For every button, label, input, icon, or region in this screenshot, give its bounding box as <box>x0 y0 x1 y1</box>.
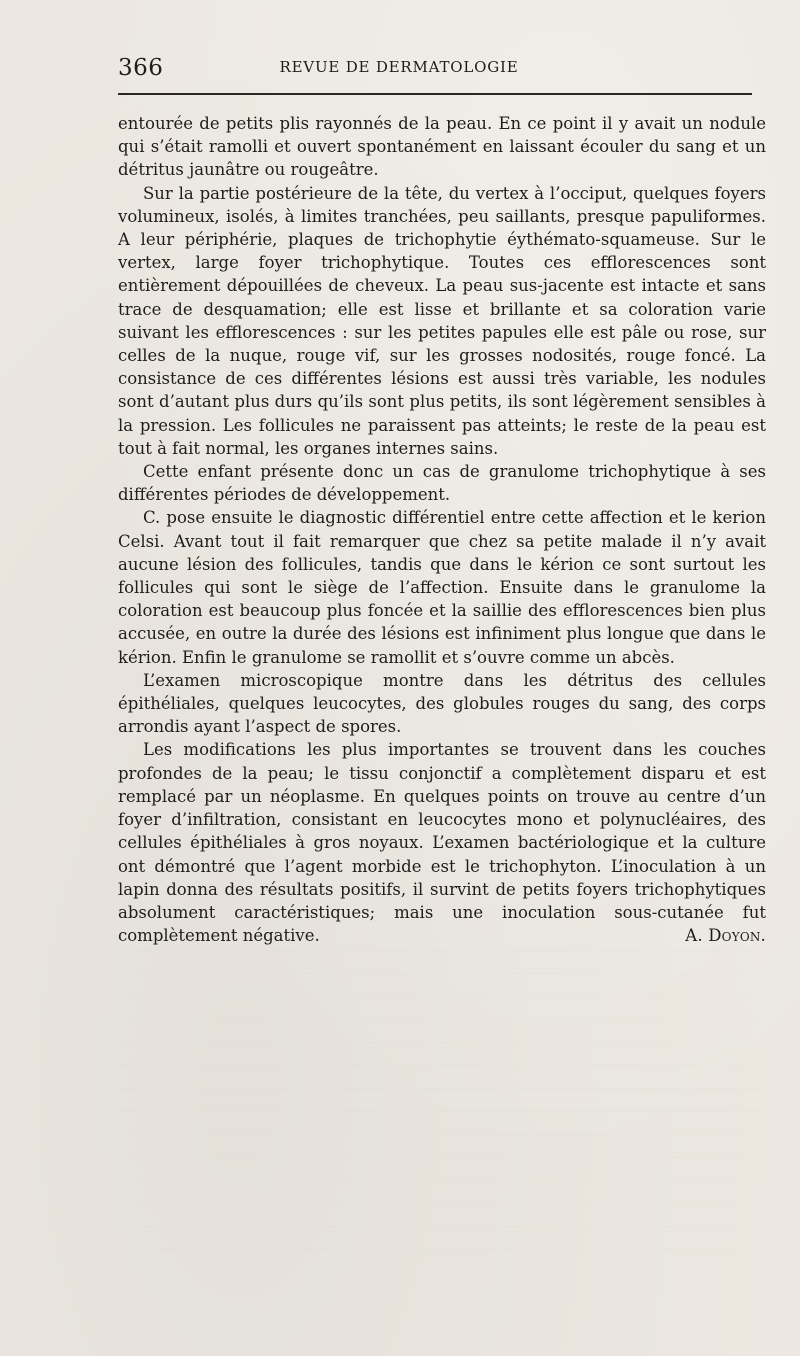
paragraph-5: L’examen microscopique montre dans les détritus des cellules épithéliales, quelques leucocytes, des globules rouges du sang, des corps arrondis ayant l’aspect de spores. <box>118 670 766 737</box>
header-rule <box>118 93 752 95</box>
running-title: REVUE DE DERMATOLOGIE <box>279 58 519 76</box>
paragraph-2: Sur la partie postérieure de la tête, du vertex à l’occiput, quelques foyers volumineux, isolés, à limites tranchées, peu saillants, presque papuliformes. A leur périphérie, plaques de trichophytie éythémato-squameuse. Sur le vertex, large foyer trichophytique. Toutes ces efflorescences sont entièrement dépouillées de cheveux. La peau sus-jacente est intacte et sans trace de desquamation; elle est lisse et brillante et sa coloration varie suivant les efflorescences : sur les petites papules elle est pâle ou rose, sur celles de la nuque, rouge vif, sur les grosses nodosités, rouge foncé. La consistance de ces différentes lésions est aussi très variable, les nodules sont d’autant plus durs qu’ils sont plus petits, ils sont légèrement sensibles à la pression. Les follicules ne paraissent pas atteints; le reste de la peau est tout à fait normal, les organes internes sains. <box>118 183 766 458</box>
article-body <box>118 112 766 947</box>
paragraph-3: Cette enfant présente donc un cas de granulome trichophytique à ses différentes périodes de développement. <box>118 462 766 505</box>
paragraph-1: entourée de petits plis rayonnés de la peau. En ce point il y avait un nodule qui s’était ramolli et ouvert spontanément en laissant écouler du sang et un détritus jaunâtre ou rougeâtre. <box>118 114 766 180</box>
paragraph-4: C. pose ensuite le diagnostic différentiel entre cette affection et le kerion Celsi. Avant tout il fait remarquer que chez sa petite malade il n’y avait aucune lésion des follicules, tandis que dans le kérion ce sont surtout les follicules qui sont le siège de l’affection. Ensuite dans le granulome la coloration est beaucoup plus foncée et la saillie des efflorescences bien plus accusée, en outre la durée des lésions est infiniment plus longue que dans le kérion. Enfin le granulome se ramollit et s’ouvre comme un abcès. <box>118 508 766 667</box>
author-signature: A. Doyon. <box>685 926 766 946</box>
page-number: 366 <box>118 55 164 81</box>
paragraph-6-text: Les modifications les plus importantes se trouvent dans les couches profondes de la peau; le tissu conjonctif a complètement disparu et est remplacé par un néoplasme. En quelques points on trouve au centre d’un foyer d’infiltration, consistant en leucocytes mono et polynucléaires, des cellules épithéliales à gros noyaux. L’examen bactériologique et la culture ont démontré que l’agent morbide est le trichophyton. L’inoculation à un lapin donna des résultats positifs, il survint de petits foyers trichophytiques absolument caractéristiques; mais une inoculation sous-cutanée fut complètement négative. <box>118 740 766 946</box>
page-header <box>118 54 754 88</box>
show-through-text <box>118 950 766 1260</box>
paragraph-6 <box>118 738 766 947</box>
